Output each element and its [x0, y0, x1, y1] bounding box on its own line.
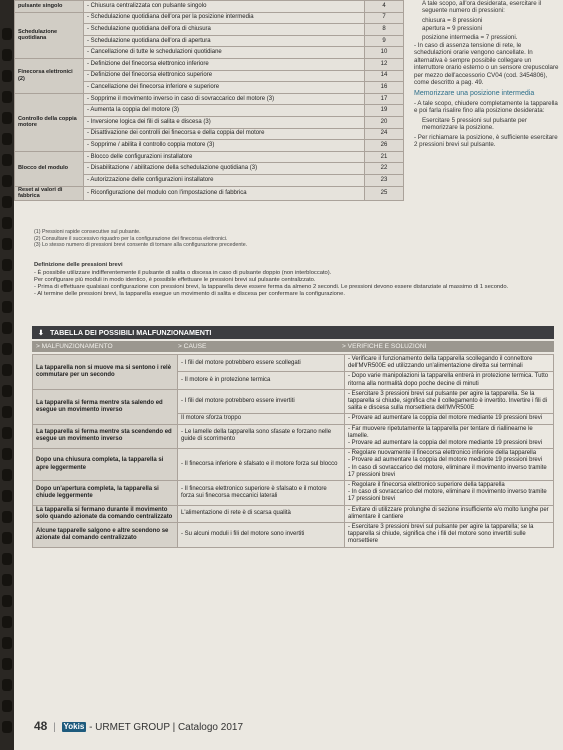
header-cause: > CAUSE [178, 343, 207, 350]
config-operation: - Schedulazione quotidiana dell'ora di apertura [84, 35, 365, 47]
config-operation: - Chiusura centralizzata con pulsante singolo [84, 1, 365, 13]
config-operation: - Cancellazione di tutte le schedulazioni quotidiane [84, 47, 365, 59]
definition-line: - È possibile utilizzare indifferentemente il pulsante di salita o discesa in caso di pulsante doppio (non interbloccato). [34, 269, 332, 276]
malfunction-cause: - Le lamelle della tapparella sono sfasate e forzano nelle guide di scorrimento [178, 424, 345, 449]
yokis-logo: Yokis [63, 722, 85, 732]
binding-ring [2, 238, 12, 250]
config-category: Reset ai valori di fabbrica [15, 186, 84, 200]
binding-ring [2, 217, 12, 229]
footnotes [34, 229, 554, 249]
binding-ring [2, 574, 12, 586]
binding-ring [2, 406, 12, 418]
binding-ring [2, 679, 12, 691]
press-count: 20 [365, 116, 404, 128]
binding-ring [2, 616, 12, 628]
binding-ring [2, 259, 12, 271]
page-number: 48 [34, 719, 48, 733]
malfunction-cause: - Su alcuni moduli i fili del motore sono invertiti [178, 523, 345, 548]
press-count: 10 [365, 47, 404, 59]
binding-ring [2, 721, 12, 733]
binding-ring [2, 322, 12, 334]
config-operation: - Disattivazione dei controlli dei finecorsa e della coppia del motore [84, 128, 365, 140]
binding-ring [2, 70, 12, 82]
binding-ring [2, 637, 12, 649]
footnote: (2) Consultare il successivo riquadro per la configurazione dei finecorsa elettronici. [34, 235, 228, 242]
brand-text: - URMET GROUP | Catalogo 2017 [89, 722, 244, 733]
spiral-binding [0, 0, 14, 750]
config-operation: - Definizione del finecorsa elettronico superiore [84, 70, 365, 82]
footnote: (3) Lo stesso numero di pressioni brevi consente di tornare alla configurazione precedente. [34, 242, 248, 249]
config-operation: - Disabilitazione / abilitazione della schedulazione quotidiana (3) [84, 163, 365, 175]
binding-ring [2, 658, 12, 670]
press-count: 19 [365, 105, 404, 117]
definition-line: Per configurare più moduli in modo identico, è possibile effettuare le pressioni brevi sul pulsante centralizzato. [34, 276, 316, 283]
press-count: 14 [365, 70, 404, 82]
press-count: 16 [365, 82, 404, 94]
header-solution: > VERIFICHE E SOLUZIONI [342, 343, 427, 350]
rc-intermediate: posizione intermedia = 7 pressioni. [422, 33, 518, 41]
malfunction-cause: L'alimentazione di rete è di scarsa qualità [178, 505, 345, 522]
press-count: 8 [365, 24, 404, 36]
binding-ring [2, 448, 12, 460]
config-category: pulsante singolo [15, 1, 84, 13]
malfunction-problem: La tapparella si fermano durante il movimento solo quando azionate da comando centralizzato [33, 505, 178, 522]
malfunction-title-text: TABELLA DEI POSSIBILI MALFUNZIONAMENTI [50, 328, 212, 337]
malfunction-row [33, 523, 554, 548]
press-count: 17 [365, 93, 404, 105]
press-count: 26 [365, 140, 404, 152]
right-column-text [414, 0, 560, 150]
malfunction-row [33, 449, 554, 481]
binding-ring [2, 196, 12, 208]
config-operation: - Definizione del finecorsa elettronico inferiore [84, 58, 365, 70]
malfunction-cause: - Il finecorsa elettronico superiore è sfalsato e il motore forza sui finecorsa meccanici laterali [178, 481, 345, 506]
binding-ring [2, 28, 12, 40]
malfunction-cause: - Il finecorsa inferiore è sfalsato e il motore forza sul blocco [178, 449, 345, 481]
malfunction-header [32, 341, 554, 352]
rc-power-note: - In caso di assenza tensione di rete, le schedulazioni orarie vengono cancellate. In alternativa è sempre possibile collegare un interruttore orario esterno o un sensore crepuscolare per mezzo dell'accessorio CV04 (cod. 3454806), come descritto a pag. 49. [414, 42, 559, 87]
catalog-page [14, 0, 563, 750]
rc-opening: apertura = 9 pressioni [422, 25, 483, 33]
binding-ring [2, 154, 12, 166]
config-operation: - Sopprime / abilita il controllo coppia motore (3) [84, 140, 365, 152]
malfunction-solution: - Provare ad aumentare la coppia del motore mediante 19 pressioni brevi [345, 414, 554, 424]
config-row [15, 1, 404, 13]
press-count: 25 [365, 186, 404, 200]
malfunction-table-title [32, 326, 554, 339]
malfunction-solution: - Evitare di utilizzare prolunghe di sezione insufficiente e/o molto lunghe per alimentare il cantiere [345, 505, 554, 522]
binding-ring [2, 595, 12, 607]
config-operation: - Schedulazione quotidiana dell'ora di chiusura [84, 24, 365, 36]
definition-title: Definizione delle pressioni brevi [34, 262, 123, 268]
config-category: Finecorsa elettronici (2) [15, 58, 84, 93]
malfunction-row [33, 424, 554, 449]
binding-ring [2, 301, 12, 313]
rc-recall: - Per richiamare la posizione, è sufficiente esercitare 2 pressioni brevi sul pulsante. [414, 133, 558, 148]
malfunction-cause: - Il motore è in protezione termica [178, 372, 345, 389]
malfunction-problem: La tapparella si ferma mentre sta salendo ed esegue un movimento inverso [33, 389, 178, 424]
press-count: 21 [365, 151, 404, 163]
page-footer: 48 | Yokis - URMET GROUP | Catalogo 2017 [34, 719, 244, 733]
malfunction-cause: - I fili del motore potrebbero essere scollegati [178, 355, 345, 372]
binding-ring [2, 511, 12, 523]
malfunction-cause: Il motore sforza troppo [178, 414, 345, 424]
malfunction-solution: - Regolare il finecorsa elettronico superiore della tapparella - In caso di sovraccarico del motore, eliminare il movimento inverso tramite 17 pressioni brevi [345, 481, 554, 506]
binding-ring [2, 49, 12, 61]
config-category: Controllo della coppia motore [15, 93, 84, 151]
binding-ring [2, 91, 12, 103]
malfunction-solution: - Far muovere ripetutamente la tapparella per tentare di riallinearne le lamelle. - Provare ad aumentare la coppia del motore mediante 19 pressioni brevi [345, 424, 554, 449]
binding-ring [2, 343, 12, 355]
arrow-down-icon: ⬇ [38, 328, 45, 337]
binding-ring [2, 700, 12, 712]
binding-ring [2, 133, 12, 145]
short-press-definition [34, 262, 554, 298]
config-row [15, 93, 404, 105]
binding-ring [2, 490, 12, 502]
footnote: (1) Pressioni rapide consecutive sul pulsante. [34, 229, 141, 235]
config-operation: - Riconfigurazione del modulo con l'impostazione di fabbrica [84, 186, 365, 200]
malfunction-solution: - Dopo varie manipolazioni la tapparella entrerà in protezione termica. Tutto ritorna alla normalità dopo poche decine di minuti [345, 372, 554, 389]
press-count: 24 [365, 128, 404, 140]
press-count: 7 [365, 12, 404, 24]
binding-ring [2, 553, 12, 565]
press-count: 4 [365, 1, 404, 13]
config-row [15, 58, 404, 70]
malfunction-row [33, 355, 554, 372]
binding-ring [2, 112, 12, 124]
config-operation: - Autorizzazione delle configurazioni installatore [84, 174, 365, 186]
config-operation: - Sopprime il movimento inverso in caso di sovraccarico del motore (3) [84, 93, 365, 105]
config-operation: - Blocco delle configurazioni installatore [84, 151, 365, 163]
binding-ring [2, 427, 12, 439]
malfunction-solution: - Esercitare 3 pressioni brevi sul pulsante per agire la tapparella; se la tapparella si chiude, significa che i fili del motore sono invertiti sulle morsettiere [345, 523, 554, 548]
malfunction-solution: - Esercitare 3 pressioni brevi sul pulsante per agire la tapparella. Se la tapparella si chiude, significa che il collegamento è invertito. Invertire i fili di salita e discesa sulla morsettiera dell'MVR500E [345, 389, 554, 414]
press-count: 22 [365, 163, 404, 175]
malfunction-solution: - Regolare nuovamente il finecorsa elettronico inferiore della tapparella - Provare ad aumentare la coppia del motore mediante 19 pressioni brevi - In caso di sovraccarico del motore, eliminare il movimento inverso tramite 17 pressioni brevi [345, 449, 554, 481]
config-row [15, 186, 404, 200]
binding-ring [2, 175, 12, 187]
binding-ring [2, 385, 12, 397]
config-operation: - Schedulazione quotidiana dell'ora per la posizione intermedia [84, 12, 365, 24]
malfunction-table [32, 354, 554, 548]
definition-line: - Prima di effettuare qualsiasi configurazione con pressioni brevi, la tapparella deve essere ferma da almeno 2 secondi. Le pressioni devono essere distanziate al massimo di 1 secondo. [34, 283, 509, 290]
malfunction-problem: Dopo una chiusura completa, la tapparella si apre leggermente [33, 449, 178, 481]
rc-paragraph: A tale scopo, all'ora desiderata, esercitare il seguente numero di pressioni: [422, 0, 542, 15]
configuration-table [14, 0, 404, 201]
malfunction-solution: - Verificare il funzionamento della tapparella scollegando il connettore dell'MVR500E ed utilizzando un'alimentazione diretta sui terminali [345, 355, 554, 372]
malfunction-problem: Dopo un'apertura completa, la tapparella si chiude leggermente [33, 481, 178, 506]
malfunction-row [33, 389, 554, 414]
header-problem: > MALFUNZIONAMENTO [36, 343, 113, 350]
config-category: Schedulazione quotidiana [15, 12, 84, 58]
rc-closing: chiusura = 8 pressioni [422, 16, 483, 24]
config-operation: - Cancellazione dei finecorsa inferiore e superiore [84, 82, 365, 94]
binding-ring [2, 280, 12, 292]
config-operation: - Inversione logica dei fili di salita e discesa (3) [84, 116, 365, 128]
config-category: Blocco del modulo [15, 151, 84, 186]
malfunction-problem: Alcune tapparelle salgono e altre scendono se azionate dal comando centralizzato [33, 523, 178, 548]
config-row [15, 12, 404, 24]
rc-store: Esercitare 5 pressioni sul pulsante per memorizzare la posizione. [422, 116, 527, 132]
malfunction-problem: La tapparella si ferma mentre sta scendendo ed esegue un movimento inverso [33, 424, 178, 449]
binding-ring [2, 469, 12, 481]
malfunction-cause: - I fili del motore potrebbero essere invertiti [178, 389, 345, 414]
malfunction-problem: La tapparella non si muove ma si sentono i relè commutare per un secondo [33, 355, 178, 390]
config-operation: - Aumenta la coppia del motore (3) [84, 105, 365, 117]
binding-ring [2, 532, 12, 544]
malfunction-row [33, 505, 554, 522]
rc-heading: Memorizzare una posizione intermedia [414, 90, 535, 98]
press-count: 12 [365, 58, 404, 70]
press-count: 23 [365, 174, 404, 186]
binding-ring [2, 364, 12, 376]
rc-step: - A tale scopo, chiudere completamente la tapparella e poi farla risalire fino alla posizione desiderata: [414, 99, 558, 115]
malfunction-row [33, 481, 554, 506]
config-row [15, 151, 404, 163]
press-count: 9 [365, 35, 404, 47]
definition-line: - Al termine delle pressioni brevi, la tapparella esegue un movimento di salita e discesa per confermare la configurazione. [34, 290, 345, 297]
